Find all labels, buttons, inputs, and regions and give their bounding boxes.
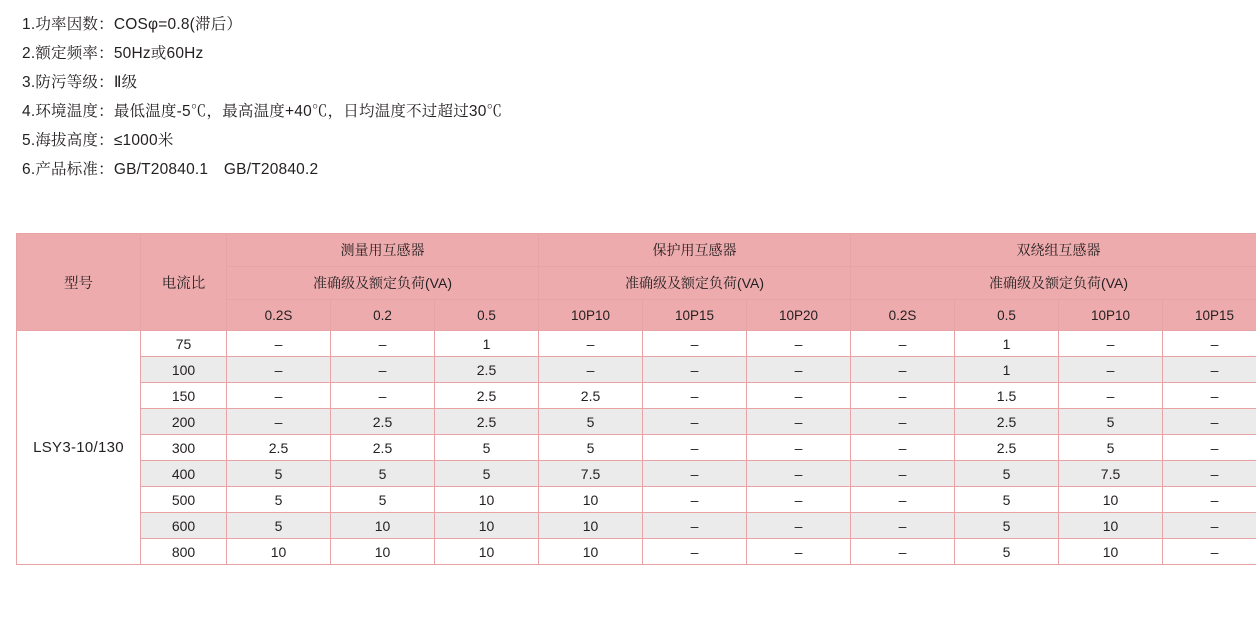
cell-value: 1 [955,357,1059,383]
cell-value: 2.5 [331,435,435,461]
header-ratio: 电流比 [141,234,227,331]
cell-value: 10 [1059,513,1163,539]
cell-value: 1.5 [955,383,1059,409]
cell-value: 7.5 [1059,461,1163,487]
cell-ratio: 75 [141,331,227,357]
cell-value: – [643,357,747,383]
spec-item-pollution-level: 3.防污等级：Ⅱ级 [22,74,138,91]
cell-value: – [1163,539,1256,565]
model-label: LSY3-10/130 [17,331,141,565]
cell-value: 5 [331,461,435,487]
cell-value: – [747,409,851,435]
cell-value: – [851,487,955,513]
cell-ratio: 500 [141,487,227,513]
cell-value: – [1163,409,1256,435]
table-row [17,357,1256,383]
cell-value: – [1059,331,1163,357]
cell-ratio: 200 [141,409,227,435]
cell-value: 5 [539,435,643,461]
header-subtitle-measurement: 准确级及额定负荷(VA) [227,267,539,300]
cell-value: – [1163,435,1256,461]
spec-item-power-factor: 1.功率因数：COSφ=0.8(滞后） [22,16,243,33]
cell-value: 5 [227,461,331,487]
cell-value: – [643,539,747,565]
cell-value: 2.5 [331,409,435,435]
cell-value: – [851,539,955,565]
cell-value: – [747,461,851,487]
cell-value: 5 [435,461,539,487]
cell-ratio: 800 [141,539,227,565]
cell-value: 10 [435,513,539,539]
cell-value: – [747,539,851,565]
header-group-dual-winding: 双绕组互感器 [851,234,1256,267]
cell-value: – [851,435,955,461]
cell-value: – [1163,357,1256,383]
table-row [17,409,1256,435]
cell-value: – [1163,513,1256,539]
header-col-m-0: 0.2S [227,300,331,331]
cell-value: – [331,383,435,409]
spec-item-product-standard: 6.产品标准：GB/T20840.1 GB/T20840.2 [22,161,319,178]
spec-item-ambient-temperature: 4.环境温度：最低温度-5℃，最高温度+40℃，日均温度不过超过30℃ [22,103,503,120]
table-header [17,234,1256,331]
cell-ratio: 400 [141,461,227,487]
header-col-m-2: 0.5 [435,300,539,331]
cell-value: 10 [1059,539,1163,565]
cell-value: – [331,357,435,383]
table-header-row-1 [17,234,1256,267]
cell-value: – [331,331,435,357]
cell-value: – [539,357,643,383]
cell-ratio: 150 [141,383,227,409]
cell-value: 10 [539,487,643,513]
table-row [17,513,1256,539]
cell-value: – [227,357,331,383]
cell-value: 5 [955,461,1059,487]
cell-value: 2.5 [435,409,539,435]
cell-value: 2.5 [435,383,539,409]
header-col-d-3: 10P15 [1163,300,1256,331]
cell-value: – [1059,383,1163,409]
cell-value: – [851,357,955,383]
table-row [17,487,1256,513]
table-row [17,539,1256,565]
cell-ratio: 600 [141,513,227,539]
cell-value: 5 [955,539,1059,565]
cell-value: – [1163,383,1256,409]
cell-value: – [851,409,955,435]
table-row [17,331,1256,357]
parameters-table [16,233,1256,565]
cell-value: 10 [227,539,331,565]
cell-value: 10 [539,513,643,539]
cell-value: – [747,357,851,383]
table-row [17,461,1256,487]
cell-value: 5 [955,513,1059,539]
cell-value: 5 [1059,409,1163,435]
cell-value: – [747,487,851,513]
cell-value: – [747,435,851,461]
cell-value: – [227,409,331,435]
cell-value: 5 [955,487,1059,513]
cell-value: – [851,513,955,539]
cell-value: – [747,383,851,409]
parameters-table-wrapper [16,233,1235,565]
header-col-d-1: 0.5 [955,300,1059,331]
cell-value: 7.5 [539,461,643,487]
cell-value: 10 [435,487,539,513]
cell-value: 10 [331,513,435,539]
cell-value: – [643,331,747,357]
cell-value: – [747,513,851,539]
table-row [17,383,1256,409]
header-col-p-1: 10P15 [643,300,747,331]
cell-value: – [227,383,331,409]
cell-value: – [1059,357,1163,383]
cell-value: 5 [435,435,539,461]
cell-value: 2.5 [539,383,643,409]
cell-value: 5 [227,487,331,513]
cell-value: – [643,383,747,409]
cell-value: 5 [1059,435,1163,461]
cell-value: – [227,331,331,357]
header-subtitle-protection: 准确级及额定负荷(VA) [539,267,851,300]
cell-value: – [643,435,747,461]
cell-value: – [851,383,955,409]
cell-value: – [643,487,747,513]
cell-value: 5 [331,487,435,513]
cell-value: 2.5 [227,435,331,461]
header-subtitle-dual-winding: 准确级及额定负荷(VA) [851,267,1256,300]
cell-ratio: 100 [141,357,227,383]
cell-value: – [851,331,955,357]
cell-value: 1 [435,331,539,357]
cell-value: – [1163,487,1256,513]
spec-item-rated-frequency: 2.额定频率：50Hz或60Hz [22,45,204,62]
specification-list [22,10,1222,184]
cell-value: 2.5 [435,357,539,383]
header-col-m-1: 0.2 [331,300,435,331]
cell-value: – [539,331,643,357]
cell-value: 1 [955,331,1059,357]
cell-value: 10 [539,539,643,565]
cell-value: – [643,513,747,539]
header-col-d-0: 0.2S [851,300,955,331]
table-body [17,331,1256,565]
cell-ratio: 300 [141,435,227,461]
cell-value: – [643,461,747,487]
cell-value: – [851,461,955,487]
header-group-measurement: 测量用互感器 [227,234,539,267]
header-group-protection: 保护用互感器 [539,234,851,267]
cell-value: 2.5 [955,435,1059,461]
spec-item-altitude: 5.海拔高度：≤1000米 [22,132,174,149]
cell-value: – [1163,461,1256,487]
cell-value: 2.5 [955,409,1059,435]
cell-value: 5 [227,513,331,539]
cell-value: 5 [539,409,643,435]
cell-value: 10 [435,539,539,565]
header-model: 型号 [17,234,141,331]
table-row [17,435,1256,461]
header-col-p-0: 10P10 [539,300,643,331]
header-col-d-2: 10P10 [1059,300,1163,331]
cell-value: – [1163,331,1256,357]
cell-value: 10 [1059,487,1163,513]
cell-value: 10 [331,539,435,565]
header-col-p-2: 10P20 [747,300,851,331]
cell-value: – [643,409,747,435]
cell-value: – [747,331,851,357]
